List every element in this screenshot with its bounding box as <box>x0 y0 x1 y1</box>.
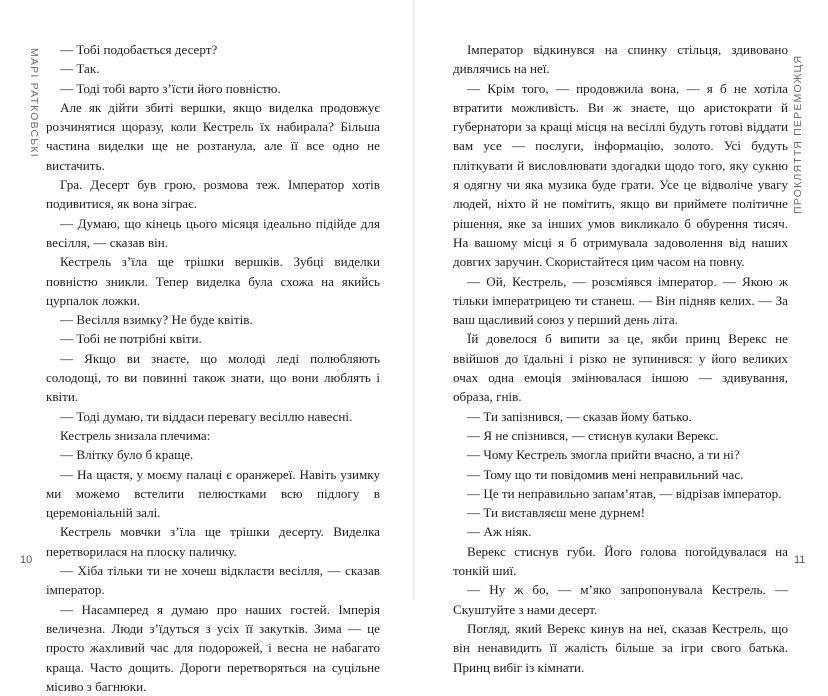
page-number: 10 <box>20 554 33 566</box>
paragraph: — Ну ж бо, — м’яко запропонувала Кестрель. — Скуштуйте з нами десерт. <box>453 582 788 617</box>
paragraph: — Думаю, що кінець цього місяця ідеально підійде для весілля, — сказав він. <box>46 215 380 250</box>
paragraph: — На щастя, у моєму палаці є оранжереї. Навіть узимку ми можемо встелити пелюстками всю підлогу в церемоніальній залі. <box>46 466 380 521</box>
paragraph: Верекс стиснув губи. Його голова погойдувалася на тонкій шиї. <box>453 543 788 579</box>
paragraph: Але як дійти збиті вершки, якщо виделка продовжує розчинятися щоразу, коли Кестрель їх набирала? Більша частина виделки ще не розтанула, але її все одно не вистачить. <box>46 99 380 173</box>
paragraph: — Я не спізнився, — стиснув кулаки Верекс. <box>467 427 719 443</box>
paragraph: — Весілля взимку? Не буде квітів. <box>60 312 253 328</box>
paragraph: — Тоді думаю, ти віддаси перевагу весіллю навесні. <box>60 408 353 424</box>
paragraph: Гра. Десерт був грою, розмова теж. Імператор хотів подивитися, як вона зіграє. <box>46 177 380 212</box>
paragraph: — Насамперед я думаю про наших гостей. Імперія величезна. Люди з’їдуться з усіх її закутків. Зима — це просто жахливий час для подорожей, і весна не набагато краща. Часто дощить. Дороги перетворяться на суцільне місиво з багнюки. <box>46 601 380 694</box>
paragraph: — Якщо ви знаєте, що молоді леді полюбляють солодощі, то ви повинні також знати, що вони люблять і квіти. <box>46 350 380 405</box>
paragraph: Погляд, який Верекс кинув на неї, сказав Кестрель, що він ненавидить її жалість більше за ігри свого батька. Принц вибіг із кімнати. <box>453 620 788 675</box>
right-page-text <box>453 40 788 677</box>
paragraph: — Тобі подобається десерт? <box>60 42 218 57</box>
paragraph: Кестрель з’їла ще трішки вершків. Зубці виделки повністю зникли. Тепер виделка була схожа на якийсь цурпалок ложки. <box>46 254 380 308</box>
paragraph: Їй довелося б випити за це, якби принц Верекс не ввійшов до їдальні і різко не зупинився: у його великих очах одна емоція змінювалася іншою — здивування, образа, гнів. <box>453 331 788 405</box>
paragraph: — Тоді тобі варто з’їсти його повністю. <box>60 80 281 96</box>
paragraph: — Тобі не потрібні квіти. <box>60 331 202 347</box>
paragraph: — Ой, Кестрель, — розсміявся імператор. — Якою ж тільки імператрицею ти станеш. — Він підняв келих. — За ваш щасливий союз у перший день літа. <box>453 273 788 328</box>
right-page <box>414 0 828 675</box>
paragraph: — Так. <box>60 61 100 77</box>
paragraph: — Це ти неправильно запам’ятав, — відрізав імператор. <box>467 485 782 501</box>
paragraph: — Ти виставляєш мене дурнем! <box>467 505 645 521</box>
paragraph: Кестрель мовчки з’їла ще трішки десерту. Виделка перетворилася на плоску паличку. <box>46 524 380 559</box>
paragraph: — Чому Кестрель змогла прийти вчасно, а ти ні? <box>467 447 740 463</box>
left-page-text <box>46 40 380 696</box>
paragraph: Імператор відкинувся на спинку стільця, здивовано дивлячись на неї. <box>453 42 788 77</box>
book-title-running-head: ПРОКЛЯТТЯ ПЕРЕМОЖЦЯ <box>792 54 804 214</box>
paragraph: — Ти запізнився, — сказав йому батько. <box>467 408 692 424</box>
paragraph: Кестрель знизала плечима: <box>60 427 211 443</box>
paragraph: — Тому що ти повідомив мені неправильний час. <box>467 466 744 482</box>
paragraph: — Влітку було б краще. <box>60 447 194 463</box>
page-number: 11 <box>794 554 806 566</box>
paragraph: — Аж ніяк. <box>467 524 532 540</box>
left-page <box>0 0 414 694</box>
paragraph: — Крім того, — продовжила вона, — я б не хотіла втратити можливість. Ви ж знаєте, що аристократи й губернатори за кращі місця на весіллі будуть готові віддати вам усе — послуги, інформацію, золото. Усі будуть пліткувати й висловлювати здогадки щодо того, яку сукню я одягну чи яка музика буде грати. Усе це відволіче увагу людей, ніхто й не помітить, якщо ви приймете політичне рішення, яке за інших умов викликало б обурення тисяч. На вашому місці я б отримувала задоволення від наших довгих заручин. Скористайтеся цим часом на повну. <box>453 80 788 270</box>
paragraph: — Хіба тільки ти не хочеш відкласти весілля, — сказав імператор. <box>46 563 380 598</box>
author-running-head: МАРІ РАТКОВСЬКІ <box>28 48 40 158</box>
